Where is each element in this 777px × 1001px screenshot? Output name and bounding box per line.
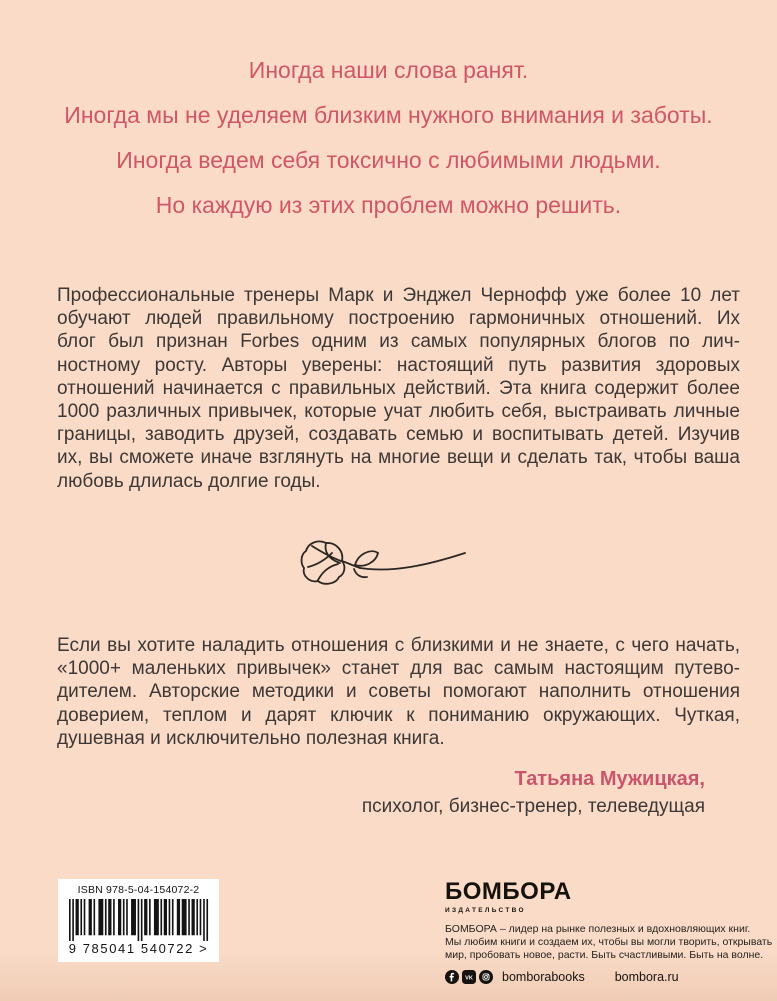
text-line: БОМБОРА – лидер на рынке полезных и вдохновляющих книг.: [445, 923, 751, 935]
rose-illustration: [298, 537, 468, 591]
barcode-digits: 9 785041 540722 >: [68, 941, 209, 956]
reviewer-attribution: [362, 768, 705, 818]
barcode-bars: [69, 899, 209, 941]
svg-text:VK: VK: [465, 975, 473, 982]
barcode: [58, 879, 219, 962]
text-line: доверием, теплом и дарят ключик к пониманию окружающих. Чуткая,: [57, 704, 740, 726]
text-line: Иногда наши слова ранят.: [248, 57, 529, 83]
publisher-block: [445, 878, 773, 984]
publisher-tagline: [445, 923, 773, 962]
reviewer-role: психолог, бизнес-тренер, телеведущая: [361, 796, 705, 817]
social-handle[interactable]: bomborabooks: [502, 970, 585, 984]
facebook-icon[interactable]: [445, 970, 459, 984]
text-line: Профессиональные тренеры Марк и Энджел Чернофф уже более 10 лет: [57, 285, 740, 306]
review-paragraph: [57, 634, 740, 750]
vk-icon[interactable]: [462, 970, 476, 984]
text-line: мир, пробовать новое, расти. Быть счастливыми. Быть на волне.: [445, 949, 764, 961]
text-line: любовь длилась долгие годы.: [57, 470, 321, 492]
text-line: обучают людей правильному построению гармоничных отношений. Их: [57, 308, 740, 330]
publisher-logo: БОМБОРА: [445, 878, 572, 905]
text-line: отношений начинается с правильных действий. Эта книга содержит более: [57, 377, 740, 399]
text-line: Иногда мы не уделяем близким нужного внимания и заботы.: [64, 102, 713, 128]
reviewer-name: Татьяна Мужицкая,: [514, 768, 705, 790]
text-line: ностному росту. Авторы уверены: настоящий путь развития здоровых: [57, 354, 740, 376]
instagram-icon[interactable]: [479, 970, 493, 984]
text-line: Если вы хотите наладить отношения с близкими и не знаете, с чего начать,: [57, 635, 740, 656]
text-line: «1000+ маленьких привычек» станет для вас самым настоящим путево-: [57, 658, 740, 680]
website-link[interactable]: bombora.ru: [614, 970, 679, 984]
text-line: 1000 различных привычек, которые учат любить себя, выстраивать личные: [57, 401, 740, 423]
text-line: границы, заводить друзей, создавать семью и воспитывать детей. Изучив: [57, 424, 740, 446]
social-row: [445, 970, 735, 984]
text-line: их, вы сможете иначе взглянуть на многие вещи и сделать так, чтобы ваша: [57, 447, 740, 469]
text-line: Но каждую из этих проблем можно решить.: [155, 192, 622, 218]
headline-block: [0, 48, 777, 228]
publisher-subtitle: ИЗДАТЕЛЬСТВО: [445, 907, 526, 914]
text-line: душевная и исключительно полезная книга.: [57, 727, 445, 749]
text-line: блог был признан Forbes одним из самых популярных блогов по лич-: [57, 331, 740, 353]
text-line: Иногда ведем себя токсично с любимыми людьми.: [116, 147, 661, 173]
text-line: Мы любим книги и создаем их, чтобы вы могли творить, открывать: [445, 936, 773, 948]
description-paragraph: [57, 284, 740, 493]
text-line: дителем. Авторские методики и советы помогают наполнить отношения: [57, 681, 740, 703]
isbn-label: ISBN 978-5-04-154072-2: [77, 884, 200, 896]
